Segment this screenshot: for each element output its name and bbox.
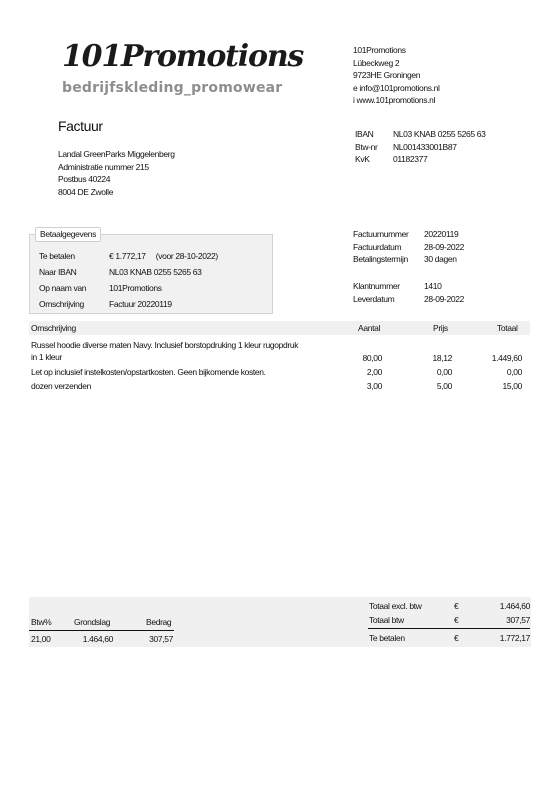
col-header-total: Totaal bbox=[497, 323, 518, 333]
item-description: Let op inclusief instelkosten/opstartkosten. Geen bijkomende kosten. bbox=[31, 367, 266, 377]
kvk-row: KvK 01182377 bbox=[355, 154, 428, 165]
company-email: e info@101promotions.nl bbox=[353, 82, 440, 93]
company-website: i www.101promotions.nl bbox=[353, 95, 436, 106]
item-description: dozen verzenden bbox=[31, 381, 91, 391]
totals-grand-row: Te betalen € 1.772,17 bbox=[369, 633, 530, 643]
recipient-admin: Administratie nummer 215 bbox=[58, 161, 149, 172]
payment-details bbox=[39, 248, 218, 312]
recipient-address bbox=[58, 148, 175, 198]
totals-btw-row: Totaal btw € 307,57 bbox=[369, 615, 530, 625]
company-address bbox=[353, 44, 440, 107]
item-quantity: 2,00 bbox=[366, 367, 382, 377]
vat-amount: 307,57 bbox=[149, 634, 173, 644]
table-header bbox=[29, 321, 530, 335]
payment-row: Naar IBAN NL03 KNAB 0255 5265 63 bbox=[39, 267, 202, 277]
company-logo: 101Promotions bbox=[62, 39, 304, 74]
recipient-name: Landal GreenParks Miggelenberg bbox=[58, 149, 175, 159]
col-header-price: Prijs bbox=[433, 323, 448, 333]
vat-pct: 21,00 bbox=[31, 634, 51, 644]
col-header-description: Omschrijving bbox=[31, 323, 76, 333]
document-title: Factuur bbox=[58, 118, 103, 134]
item-price: 0,00 bbox=[436, 367, 452, 377]
item-total: 0,00 bbox=[506, 367, 522, 377]
totals-divider bbox=[368, 628, 530, 629]
item-description: Russel hoodie diverse maten Navy. Inclusief borstopdruking 1 kleur rugopdruk bbox=[31, 340, 299, 350]
payment-legend: Betaalgegevens bbox=[35, 227, 101, 242]
invoice-meta-top bbox=[353, 228, 464, 266]
recipient-city: 8004 DE Zwolle bbox=[58, 186, 114, 197]
company-tagline: bedrijfskleding_promowear bbox=[62, 80, 283, 96]
invoice-meta-bottom bbox=[353, 280, 464, 305]
company-street: Lübeckweg 2 bbox=[353, 57, 400, 68]
item-description-cont: in 1 kleur bbox=[31, 352, 62, 362]
item-total: 15,00 bbox=[502, 381, 522, 391]
iban-row: IBAN NL03 KNAB 0255 5265 63 bbox=[355, 129, 486, 139]
vat-header-pct: Btw% bbox=[31, 617, 52, 627]
meta-row: Leverdatum 28-09-2022 bbox=[353, 293, 464, 304]
totals-excl-row: Totaal excl. btw € 1.464,60 bbox=[369, 601, 530, 611]
item-quantity: 80,00 bbox=[362, 353, 382, 363]
meta-row: Factuurdatum 28-09-2022 bbox=[353, 241, 464, 252]
item-quantity: 3,00 bbox=[366, 381, 382, 391]
meta-row: Factuurnummer 20220119 bbox=[353, 229, 459, 239]
vat-divider bbox=[29, 630, 174, 631]
btw-row: Btw-nr NL001433001B87 bbox=[355, 141, 457, 152]
item-price: 18,12 bbox=[432, 353, 452, 363]
payment-row: Op naam van 101Promotions bbox=[39, 283, 162, 293]
vat-header-amount: Bedrag bbox=[146, 617, 172, 627]
company-city: 9723HE Groningen bbox=[353, 70, 421, 81]
item-total: 1.449,60 bbox=[491, 353, 522, 363]
meta-row: Klantnummer 1410 bbox=[353, 281, 442, 291]
vat-base: 1.464,60 bbox=[82, 634, 113, 644]
company-ids bbox=[355, 128, 486, 166]
payment-row: Te betalen € 1.772,17 (voor 28-10-2022) bbox=[39, 251, 218, 261]
company-name: 101Promotions bbox=[353, 45, 406, 55]
meta-row: Betalingstermijn 30 dagen bbox=[353, 254, 457, 265]
recipient-postbus: Postbus 40224 bbox=[58, 174, 111, 185]
payment-row: Omschrijving Factuur 20220119 bbox=[39, 299, 172, 309]
vat-header-base: Grondslag bbox=[74, 617, 111, 627]
col-header-quantity: Aantal bbox=[358, 323, 381, 333]
item-price: 5,00 bbox=[436, 381, 452, 391]
